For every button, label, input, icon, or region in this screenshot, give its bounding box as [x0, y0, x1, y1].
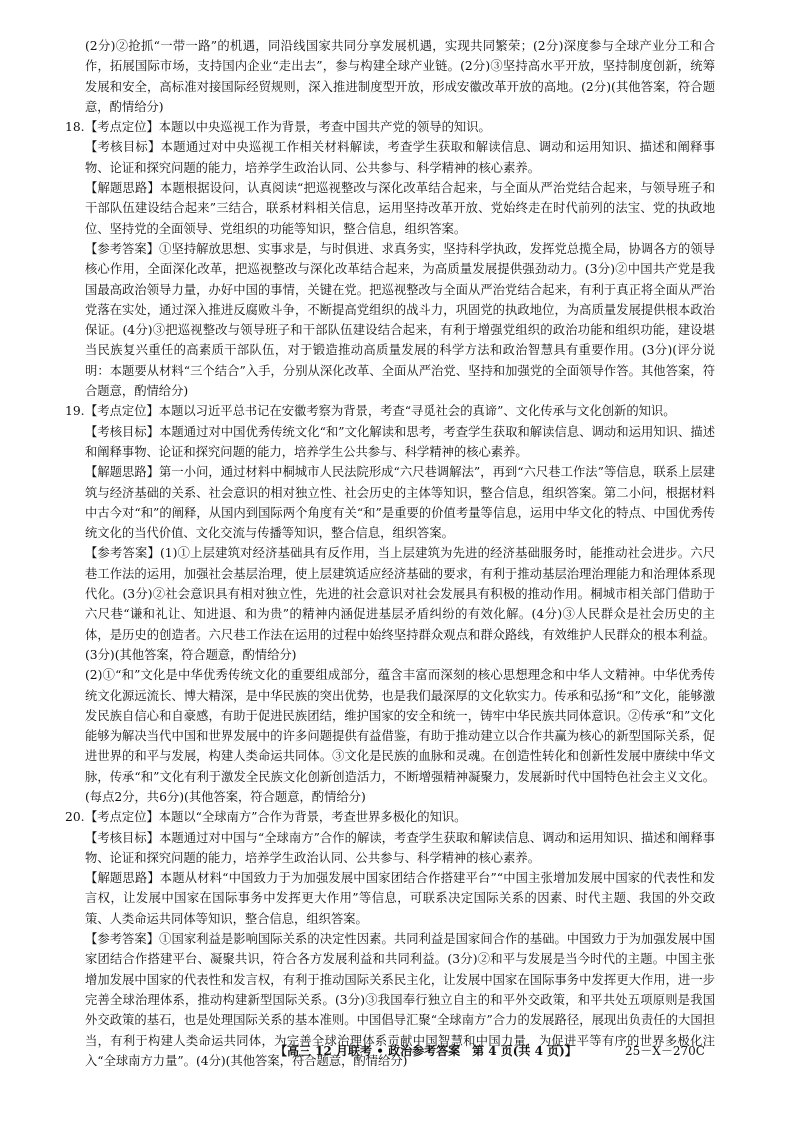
intro-paragraph: (2分)②抢抓“一带一路”的机遇，同沿线国家共同分享发展机遇，实现共同繁荣；(2分)深度参与全球产业分工和合作，拓展国际市场，支持国内企业“走出去”，参与构建全球产业链。(2分)③坚持高水平开放，坚持制度创新，统筹发展和安全，高标准对接国际经贸规则，深入推进制度型开放，形成安徽改革开放的高地。(2分)(其他答案，符合题意，酌情给分): [85, 39, 715, 114]
q19-daan-2: (2)①“和”文化是中华优秀传统文化的重要组成部分，蕴含丰富而深刻的核心思想理念和中华人文精神。中华优秀传统文化源远流长、博大精深，是中华民族的突出优势，也是我们最深厚的文化软实力。传承和弘扬“和”文化，能够激发民族自信心和自豪感，有助于促进民族团结，维护国家的安全和统一，铸牢中华民族共同体意识。②传承“和”文化能够为解决当代中国和世界发展中的许多问题提供有益借鉴，有助于推动建立以合作共赢为核心的新型国际关系，促进世界的和平与发展，构建人类命运共同体。③文化是民族的血脉和灵魂。在创造性转化和创新性发展中赓续中华文脉，传承“和”文化有利于激发全民族文化创新创造活力，不断增强精神凝聚力，发展新时代中国特色社会主义文化。(每点2分，共6分)(其他答案，符合题意，酌情给分): [85, 668, 715, 804]
question-20: [65, 807, 715, 1071]
q19-mubiao: 【考核目标】本题通过对中国优秀传统文化“和”文化解读和思考，考查学生获取和解读信息、调动和运用知识、描述和阐释事物、论证和探究问题的能力，培养学生公共参与、科学精神的核心素养。: [85, 424, 715, 459]
q18-daan: 【参考答案】①坚持解放思想、实事求是，与时俱进、求真务实，坚持科学执政，发挥党总揽全局，协调各方的领导核心作用，全面深化改革，把巡视整改与深化改革结合起来，为高质量发展提供强劲动力。(3分)②中国共产党是我国最高政治领导力量，办好中国的事情，关键在党。把巡视整改与全面从严治党结合起来，有利于真正将全面从严治党落在实处，通过深入推进反腐败斗争，不断提高党组织的战斗力，巩固党的执政地位，为高质量发展提供根本政治保证。(4分)③把巡视整改与领导班子和干部队伍建设结合起来，有利于增强党组织的政治功能和组织功能，建设堪当民族复兴重任的高素质干部队伍，对于锻造推动高质量发展的科学方法和政治智慧具有重要作用。(3分)(评分说明：本题要从材料“三个结合”入手，分别从深化改革、全面从严治党、坚持和加强党的全面领导作答。其他答案，符合题意，酌情给分): [85, 241, 715, 399]
q20-mubiao: 【考核目标】本题通过对中国与“全球南方”合作的解读，考查学生获取和解读信息、调动和运用知识、描述和阐释事物、论证和探究问题的能力，培养学生政治认同、公共参与、科学精神的核心素养。: [85, 830, 715, 865]
q19-kaodian: 【考点定位】本题以习近平总书记在安徽考察为背景，考查“寻觅社会的真谛”、文化传承与文化创新的知识。: [85, 404, 676, 419]
answer-page: [65, 36, 715, 1071]
q20-daan: 【参考答案】①国家利益是影响国际关系的决定性因素。共同利益是国家间合作的基础。中国致力于为加强发展中国家团结合作搭建平台、凝聚共识，符合各方发展利益和共同利益。(3分)②和平与发展是当今时代的主题。中国主张增加发展中国家的代表性和发言权，有利于推动国际关系民主化，让发展中国家在国际事务中发挥更大作用，进一步完善全球治理体系，推动构建新型国际关系。(3分)③我国奉行独立自主的和平外交政策，和平共处五项原则是我国外交政策的基石，也是处理国际关系的基本准则。中国倡导汇聚“全球南方”合力的发展路径，展现出负责任的大国担当，有利于构建人类命运共同体，为完善全球治理体系贡献中国智慧和中国力量，为促进平等有序的世界多极化注入“全球南方力量”。(4分)(其他答案，符合题意，酌情给分): [85, 932, 715, 1068]
question-number: 19.: [65, 404, 85, 419]
question-19: [65, 401, 715, 807]
q20-silu: 【解题思路】本题从材料“中国致力于为加强发展中国家团结合作搭建平台”“中国主张增加发展中国家的代表性和发言权，让发展中国家在国际事务中发挥更大作用”等信息，可联系决定国际关系的因素、时代主题、我国的外交政策、人类命运共同体等知识，整合信息，组织答案。: [85, 871, 715, 926]
page-footer: [0, 1042, 800, 1062]
question-18: [65, 117, 715, 401]
q18-silu: 【解题思路】本题根据设问，认真阅读“把巡视整改与深化改革结合起来，与全面从严治党结合起来，与领导班子和干部队伍建设结合起来”三结合，联系材料相关信息，运用坚持改革开放、党始终走在时代前列的法宝、党的执政地位、坚持党的全面领导、党组织的功能等知识，整合信息，组织答案。: [85, 181, 715, 236]
footer-title: 【高三 12 月联考 • 政治参考答案 第 4 页(共 4 页)】: [275, 1044, 577, 1058]
q19-silu: 【解题思路】第一小问，通过材料中桐城市人民法院形成“六尺巷调解法”，再到“六尺巷工作法”等信息，联系上层建筑与经济基础的关系、社会意识的相对独立性、社会历史的主体等知识，整合信息，组织答案。第二小问，根据材料中古今对“和”的阐释，从国内到国际两个角度有关“和”是重要的价值考量等信息，运用中华文化的特点、中国优秀传统文化的当代价值、文化交流与传播等知识，整合信息，组织答案。: [85, 465, 715, 541]
q19-daan-1: 【参考答案】(1)①上层建筑对经济基础具有反作用，当上层建筑为先进的经济基础服务时，能推动社会进步。六尺巷工作法的运用，加强社会基层治理，使上层建筑适应经济基础的要求，有利于推动基层治理治理能力和治理体系现代化。(3分)②社会意识具有相对独立性，先进的社会意识对社会发展具有积极的推动作用。桐城市相关部门借助于六尺巷“谦和礼让、知进退、和为贵”的精神内涵促进基层矛盾纠纷的有效化解。(4分)③人民群众是社会历史的主体，是历史的创造者。六尺巷工作法在运用的过程中始终坚持群众观点和群众路线，有效维护人民群众的根本利益。(3分)(其他答案，符合题意，酌情给分): [85, 546, 715, 662]
q18-mubiao: 【考核目标】本题通过对中央巡视工作相关材料解读，考查学生获取和解读信息、调动和运用知识、描述和阐释事物、论证和探究问题的能力，培养学生政治认同、公共参与、科学精神的核心素养。: [85, 140, 715, 175]
q20-kaodian: 【考点定位】本题以“全球南方”合作为背景，考查世界多极化的知识。: [85, 810, 467, 825]
footer-code: 25－X－270C: [625, 1044, 705, 1058]
question-number: 20.: [65, 810, 85, 825]
q18-kaodian: 【考点定位】本题以中央巡视工作为背景，考查中国共产党的领导的知识。: [85, 120, 491, 135]
question-number: 18.: [65, 120, 85, 135]
